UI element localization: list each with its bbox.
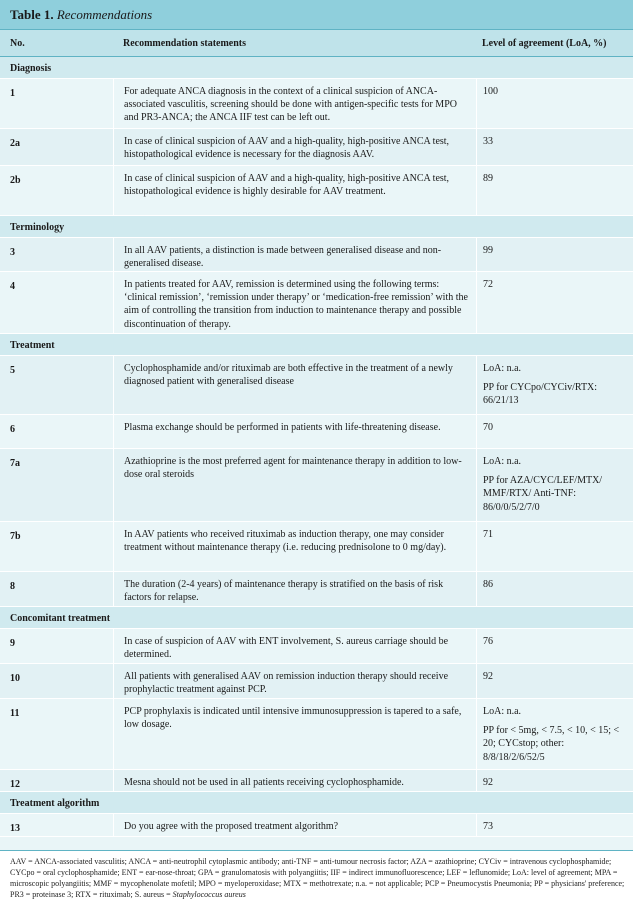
recommendation-statement: In case of suspicion of AAV with ENT involvement, S. aureus carriage should be determined. bbox=[113, 629, 476, 663]
section-heading: Concomitant treatment bbox=[0, 607, 633, 629]
recommendation-statement: Mesna should not be used in all patients receiving cyclophosphamide. bbox=[113, 770, 476, 791]
recommendation-statement: Do you agree with the proposed treatment algorithm? bbox=[113, 814, 476, 836]
row-number: 6 bbox=[10, 424, 15, 435]
loa-value: 76 bbox=[483, 636, 493, 647]
row-number: 12 bbox=[10, 779, 20, 790]
table-row bbox=[0, 415, 633, 449]
loa-value: 92 bbox=[483, 671, 493, 682]
recommendation-statement: Plasma exchange should be performed in patients with life-threatening disease. bbox=[113, 415, 476, 448]
table-row bbox=[0, 238, 633, 272]
level-of-agreement bbox=[476, 79, 633, 128]
table-row bbox=[0, 664, 633, 699]
header-loa: Level of agreement (LoA, %) bbox=[482, 38, 607, 49]
row-number: 2b bbox=[10, 175, 21, 186]
row-number: 10 bbox=[10, 673, 20, 684]
physician-preference: PP for CYCpo/CYCiv/RTX: 66/21/13 bbox=[483, 382, 598, 407]
level-of-agreement bbox=[476, 166, 633, 215]
table-row bbox=[0, 699, 633, 770]
table-header-row bbox=[0, 30, 633, 57]
table-title-bar bbox=[0, 0, 633, 30]
loa-value: 99 bbox=[483, 245, 493, 256]
row-number: 1 bbox=[10, 88, 15, 99]
loa-value: LoA: n.a. bbox=[483, 456, 522, 467]
physician-preference: PP for < 5mg, < 7.5, < 10, < 15; < 20; CYCstop; other: 8/8/18/2/6/52/5 bbox=[483, 725, 620, 763]
table-row bbox=[0, 356, 633, 415]
row-number: 7a bbox=[10, 458, 20, 469]
section-heading: Terminology bbox=[0, 216, 633, 238]
table-row bbox=[0, 522, 633, 572]
level-of-agreement bbox=[476, 356, 633, 414]
loa-value: 100 bbox=[483, 86, 498, 97]
level-of-agreement bbox=[476, 572, 633, 606]
loa-value: LoA: n.a. bbox=[483, 706, 522, 717]
row-number: 8 bbox=[10, 581, 15, 592]
loa-value: 73 bbox=[483, 821, 493, 832]
loa-value: 92 bbox=[483, 777, 493, 788]
level-of-agreement bbox=[476, 272, 633, 333]
footnote-italic: Staphylococcus aureus bbox=[172, 890, 246, 899]
recommendation-statement: Azathioprine is the most preferred agent for maintenance therapy in addition to low-dose oral steroids bbox=[113, 449, 476, 521]
level-of-agreement bbox=[476, 664, 633, 698]
loa-value: 72 bbox=[483, 279, 493, 290]
level-of-agreement bbox=[476, 415, 633, 448]
loa-value: LoA: n.a. bbox=[483, 363, 522, 374]
table-row bbox=[0, 129, 633, 166]
loa-value: 71 bbox=[483, 529, 493, 540]
recommendation-statement: For adequate ANCA diagnosis in the context of a clinical suspicion of ANCA-associated vasculitis, screening should be done with antigen-specific tests for MPO and PR3-ANCA; the ANCA IIF test can be left out. bbox=[113, 79, 476, 128]
level-of-agreement bbox=[476, 129, 633, 165]
level-of-agreement bbox=[476, 814, 633, 836]
recommendation-statement: In patients treated for AAV, remission is determined using the following terms: ‘clinical remission’, ‘remission under therapy’ or ‘medication-free remission’ with the aim of controlling the transition from induction to maintenance therapy and possible discontinuation of therapy. bbox=[113, 272, 476, 333]
recommendation-statement: PCP prophylaxis is indicated until intensive immunosuppression is tapered to a safe, low dosage. bbox=[113, 699, 476, 769]
table-row bbox=[0, 272, 633, 334]
section-heading: Treatment algorithm bbox=[0, 792, 633, 814]
recommendation-statement: In case of clinical suspicion of AAV and a high-quality, high-positive ANCA test, histopathological evidence is highly desirable for AAV treatment. bbox=[113, 166, 476, 215]
level-of-agreement bbox=[476, 238, 633, 271]
table-row bbox=[0, 814, 633, 837]
recommendation-statement: Cyclophosphamide and/or rituximab are both effective in the treatment of a newly diagnosed patient with generalised disease bbox=[113, 356, 476, 414]
table-title: Recommendations bbox=[56, 7, 153, 22]
table-row bbox=[0, 572, 633, 607]
loa-value: 70 bbox=[483, 422, 493, 433]
header-no: No. bbox=[10, 38, 25, 49]
recommendation-statement: In case of clinical suspicion of AAV and a high-quality, high-positive ANCA test, histopathological evidence is necessary for the diagnosis AAV. bbox=[113, 129, 476, 165]
recommendation-statement: In AAV patients who received rituximab as induction therapy, one may consider treatment without maintenance therapy (i.e. reducing prednisolone to 0 mg/day). bbox=[113, 522, 476, 571]
physician-preference: PP for AZA/CYC/LEF/MTX/ MMF/RTX/ Anti-TNF: 86/0/0/5/2/7/0 bbox=[483, 475, 603, 513]
table-row bbox=[0, 79, 633, 129]
section-heading: Diagnosis bbox=[0, 57, 633, 79]
recommendation-statement: In all AAV patients, a distinction is made between generalised disease and non-generalised disease. bbox=[113, 238, 476, 271]
level-of-agreement bbox=[476, 770, 633, 791]
row-number: 4 bbox=[10, 281, 15, 292]
header-statement: Recommendation statements bbox=[123, 38, 247, 49]
table-row bbox=[0, 629, 633, 664]
level-of-agreement bbox=[476, 449, 633, 521]
loa-value: 33 bbox=[483, 136, 493, 147]
row-number: 5 bbox=[10, 365, 15, 376]
loa-value: 86 bbox=[483, 579, 493, 590]
loa-value: 89 bbox=[483, 173, 493, 184]
table-row bbox=[0, 770, 633, 792]
row-number: 3 bbox=[10, 247, 15, 258]
level-of-agreement bbox=[476, 629, 633, 663]
level-of-agreement bbox=[476, 699, 633, 769]
row-number: 13 bbox=[10, 823, 20, 834]
table-row bbox=[0, 449, 633, 522]
recommendation-statement: All patients with generalised AAV on remission induction therapy should receive prophylactic treatment against PCP. bbox=[113, 664, 476, 698]
footnote-text: AAV = ANCA-associated vasculitis; ANCA = anti-neutrophil cytoplasmic antibody; anti-TNF = anti-tumour necrosis factor; AZA = azathioprine; CYCiv = intravenous cyclophosphamide; CYCpo = oral cyclophosphamide; ENT = ear-nose-throat; GPA = granulomatosis with polyangiitis; IIF = indirect immunofluorescence; LEF = leflunomide; LoA: level of agreement; MPA = microscopic polyangiitis; MMF = mycophenolate mofetil; MPO = myeloperoxidase; MTX = methotrexate; n.a. = not applicable; PCP = Pneumocystis Pneumonia; PP = physicians' preference; PR3 = proteinase 3; RTX = rituximab; S. aureus = bbox=[10, 857, 625, 899]
level-of-agreement bbox=[476, 522, 633, 571]
table-label: Table 1. bbox=[10, 7, 54, 22]
row-number: 11 bbox=[10, 708, 20, 719]
recommendation-statement: The duration (2-4 years) of maintenance therapy is stratified on the basis of risk factors for relapse. bbox=[113, 572, 476, 606]
row-number: 9 bbox=[10, 638, 15, 649]
row-number: 7b bbox=[10, 531, 21, 542]
table-body bbox=[0, 57, 633, 837]
table-row bbox=[0, 166, 633, 216]
section-heading: Treatment bbox=[0, 334, 633, 356]
table-footnote bbox=[0, 850, 633, 915]
row-number: 2a bbox=[10, 138, 20, 149]
